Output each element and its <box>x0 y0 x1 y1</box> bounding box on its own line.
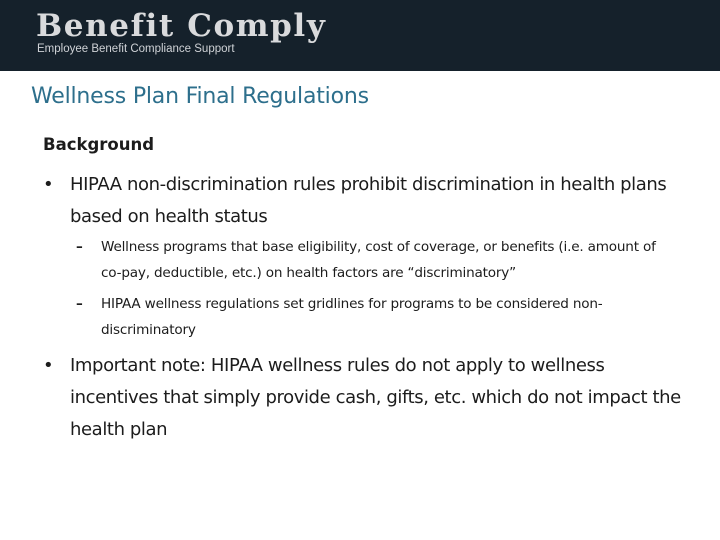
header-bar <box>0 0 720 71</box>
brand-logo-text: Benefit Comply <box>36 8 327 44</box>
sub-bullet-marker: – <box>76 296 83 312</box>
sub-bullet-item <box>76 291 676 343</box>
bullet-text: HIPAA non-discrimination rules prohibit discrimination in health plans based on health status <box>70 174 667 227</box>
section-heading: Background <box>43 135 155 154</box>
sub-bullet-item <box>76 234 676 286</box>
bullet-text: Important note: HIPAA wellness rules do not apply to wellness incentives that simply provide cash, gifts, etc. which do not impact the health plan <box>70 355 681 440</box>
brand-tagline: Employee Benefit Compliance Support <box>37 43 235 55</box>
sub-bullet-text: Wellness programs that base eligibility, cost of coverage, or benefits (i.e. amount of co-pay, deductible, etc.) on health factors are “discriminatory” <box>101 239 656 281</box>
sub-bullet-text: HIPAA wellness regulations set gridlines for programs to be considered non-discriminatory <box>101 296 603 338</box>
bullet-marker: • <box>43 174 54 195</box>
bullet-marker: • <box>43 355 54 376</box>
sub-bullet-marker: – <box>76 239 83 255</box>
slide-title: Wellness Plan Final Regulations <box>31 84 369 109</box>
bullet-item <box>43 169 683 233</box>
bullet-item <box>43 350 683 446</box>
